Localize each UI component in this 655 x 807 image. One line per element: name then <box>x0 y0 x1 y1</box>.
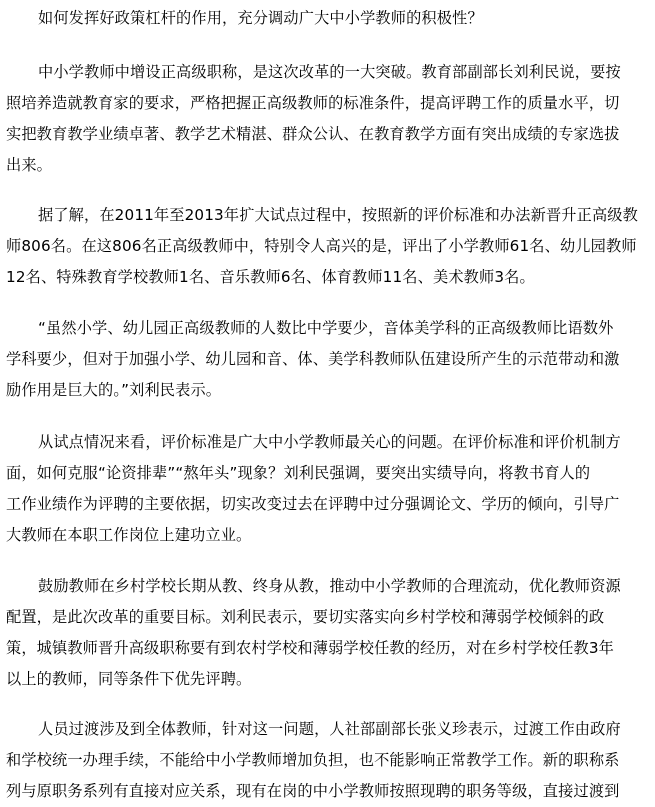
paragraph-5-line-4: 以上的教师，同等条件下优先评聘。 <box>6 670 252 688</box>
article-title: 如何发挥好政策杠杆的作用，充分调动广大中小学教师的积极性？ <box>38 9 483 27</box>
paragraph-5-line-1: 鼓励教师在乡村学校长期从教、终身从教，推动中小学教师的合理流动，优化教师资源 <box>38 577 621 595</box>
paragraph-4-line-3: 工作业绩作为评聘的主要依据，切实改变过去在评聘中过分强调论文、学历的倾向，引导广 <box>6 495 620 513</box>
paragraph-5-line-3: 策，城镇教师晋升高级职称要有到农村学校和薄弱学校任教的经历，对在乡村学校任教3年 <box>6 639 614 657</box>
paragraph-1-line-1: 中小学教师中增设正高级职称，是这次改革的一大突破。教育部副部长刘利民说，要按 <box>38 63 621 81</box>
paragraph-4-line-4: 大教师在本职工作岗位上建功立业。 <box>6 526 252 544</box>
paragraph-6-line-2: 和学校统一办理手续，不能给中小学教师增加负担，也不能影响正常教学工作。新的职称系 <box>6 751 620 769</box>
paragraph-2-line-1: 据了解，在2011年至2013年扩大试点过程中，按照新的评价标准和办法新晋升正高级教 <box>38 206 638 224</box>
paragraph-2-line-2: 师806名。在这806名正高级教师中，特别令人高兴的是，评出了小学教师61名、幼儿园教师 <box>6 237 637 255</box>
paragraph-3-line-2: 学科要少，但对于加强小学、幼儿园和音、体、美学科教师队伍建设所产生的示范带动和激 <box>6 350 620 368</box>
paragraph-4-line-1: 从试点情况来看，评价标准是广大中小学教师最关心的问题。在评价标准和评价机制方 <box>38 433 621 451</box>
paragraph-4-line-2: 面，如何克服“论资排辈”“熬年头”现象？刘利民强调，要突出实绩导向，将教书育人的 <box>6 464 591 482</box>
paragraph-6-line-3: 列与原职务系列有直接对应关系，现有在岗的中小学教师按照现聘的职务等级，直接过渡到 <box>6 782 620 800</box>
paragraph-3-line-1: “虽然小学、幼儿园正高级教师的人数比中学要少，音体美学科的正高级教师比语数外 <box>38 319 614 337</box>
paragraph-5-line-2: 配置，是此次改革的重要目标。刘利民表示，要切实落实向乡村学校和薄弱学校倾斜的政 <box>6 608 605 626</box>
paragraph-1-line-2: 照培养造就教育家的要求，严格把握正高级教师的标准条件，提高评聘工作的质量水平，切 <box>6 94 620 112</box>
paragraph-6-line-1: 人员过渡涉及到全体教师，针对这一问题，人社部副部长张义珍表示，过渡工作由政府 <box>38 720 621 738</box>
paragraph-1-line-3: 实把教育教学业绩卓著、教学艺术精湛、群众公认、在教育教学方面有突出成绩的专家选拔 <box>6 125 620 143</box>
paragraph-1-line-4: 出来。 <box>6 156 53 174</box>
paragraph-3-line-3: 励作用是巨大的。”刘利民表示。 <box>6 381 222 399</box>
paragraph-2-line-3: 12名、特殊教育学校教师1名、音乐教师6名、体育教师11名、美术教师3名。 <box>6 268 535 286</box>
